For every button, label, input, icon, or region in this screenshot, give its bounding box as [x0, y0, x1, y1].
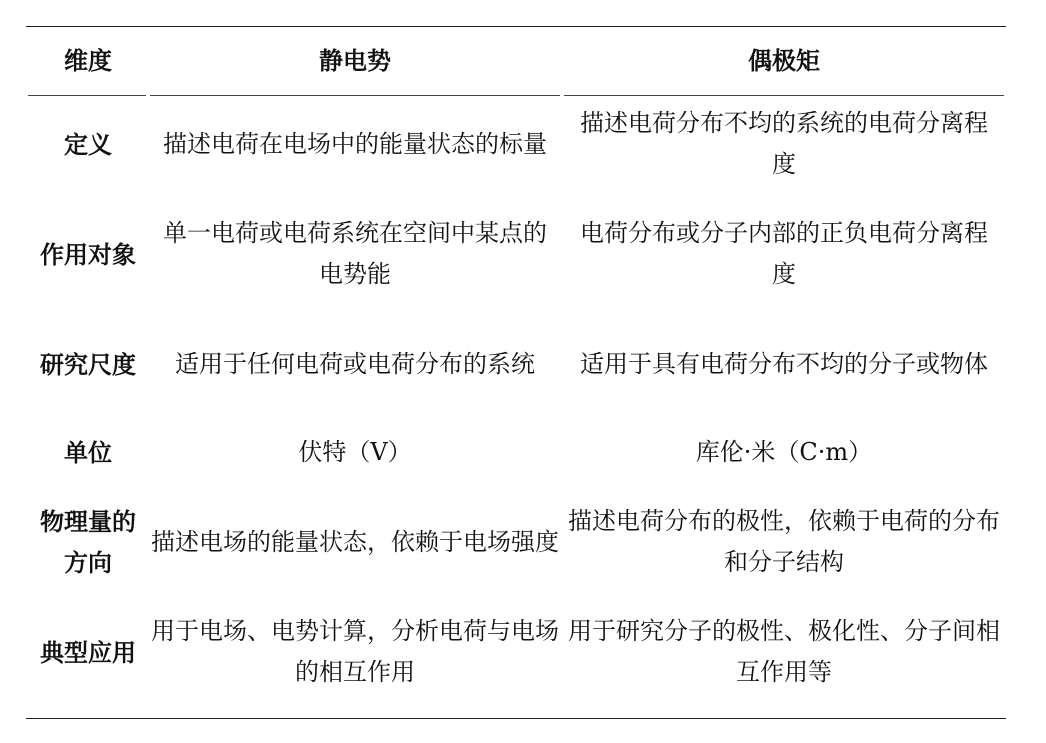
row-scale-potential: 适用于任何电荷或电荷分布的系统 [175, 349, 535, 378]
row-direction-dipole: 描述电荷分布的极性，依赖于电荷的分布和分子结构 [568, 507, 1000, 576]
row-unit-label: 单位 [64, 437, 112, 467]
table-top-rule [26, 26, 1006, 27]
row-unit-dipole: 库伦·米（C·m） [695, 437, 873, 466]
row-application-dipole: 用于研究分子的极性、极化性、分子间相互作用等 [568, 617, 1000, 686]
header-rule-col1 [150, 95, 560, 96]
row-scale-dipole: 适用于具有电荷分布不均的分子或物体 [580, 349, 988, 378]
row-application-potential: 用于电场、电势计算，分析电荷与电场的相互作用 [151, 617, 559, 686]
row-definition-dipole: 描述电荷分布不均的系统的电荷分离程度 [580, 109, 988, 178]
row-target-label: 作用对象 [40, 239, 136, 269]
header-electrostatic-potential: 静电势 [319, 45, 391, 75]
row-scale-label: 研究尺度 [40, 349, 136, 379]
row-definition-potential: 描述电荷在电场中的能量状态的标量 [163, 129, 547, 158]
row-direction-label: 物理量的方向 [40, 507, 136, 577]
row-application-label: 典型应用 [40, 637, 136, 667]
row-definition-label: 定义 [64, 129, 112, 159]
header-rule-col2 [564, 95, 1004, 96]
row-direction-potential: 描述电场的能量状态，依赖于电场强度 [151, 527, 559, 556]
row-target-dipole: 电荷分布或分子内部的正负电荷分离程度 [580, 219, 988, 288]
table-bottom-rule [26, 718, 1006, 719]
row-unit-potential: 伏特（V） [298, 437, 412, 466]
row-target-potential: 单一电荷或电荷系统在空间中某点的电势能 [163, 219, 547, 288]
header-dimension: 维度 [64, 45, 112, 75]
header-rule-col0 [28, 95, 146, 96]
header-dipole-moment: 偶极矩 [748, 45, 820, 75]
